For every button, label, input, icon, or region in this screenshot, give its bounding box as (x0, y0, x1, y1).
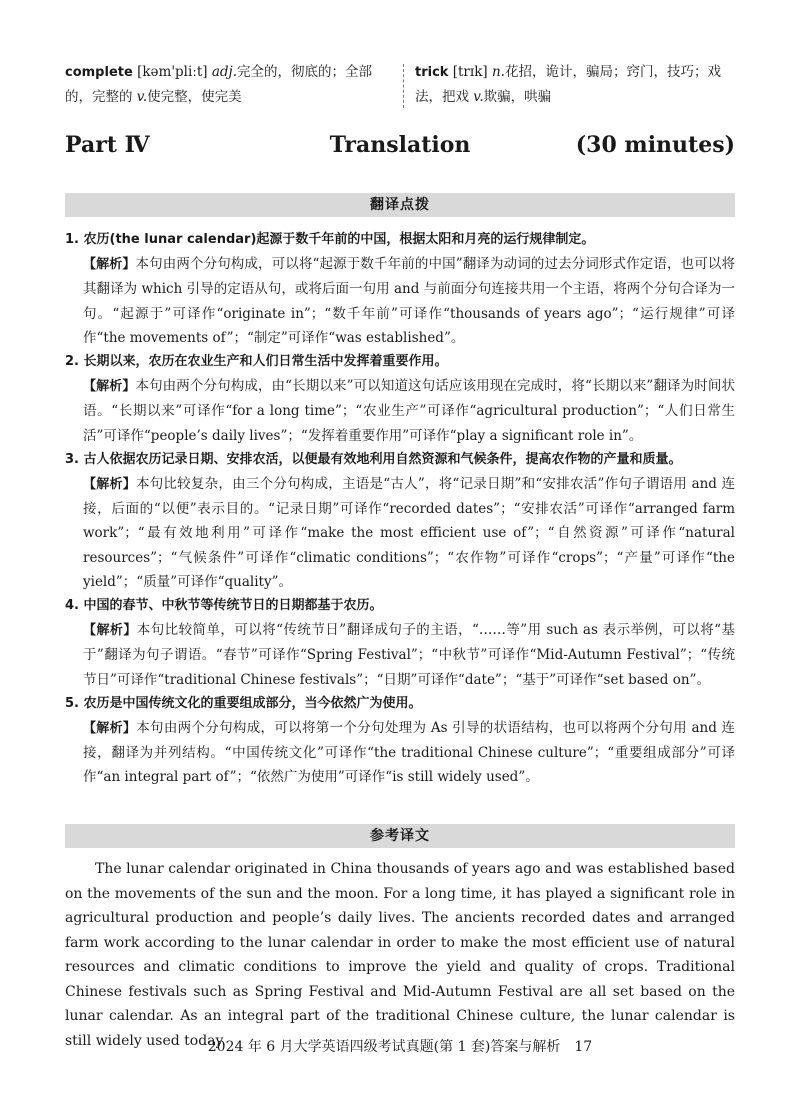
part-time-limit: (30 minutes) (575, 132, 735, 158)
vocab-pos: v. (473, 89, 484, 105)
vocab-pos: v. (136, 89, 148, 105)
tip-question-text: 农历是中国传统文化的重要组成部分，当今依然广为使用。 (83, 695, 422, 711)
vocab-word: trick (415, 65, 449, 80)
vocab-definition: 使完整，使完美 (147, 89, 242, 105)
tip-item (65, 692, 735, 790)
tip-number: 2. (65, 354, 79, 370)
tip-question (65, 228, 735, 252)
tip-item (65, 228, 735, 350)
tip-analysis (65, 716, 735, 790)
tip-question (65, 350, 735, 374)
vocab-pos: n. (491, 64, 505, 80)
part-title: Translation (329, 132, 471, 158)
analysis-text: 本句由两个分句构成，可以将“起源于数千年前的中国”翻译为动词的过去分词形式作定语，也可以将其翻译为 which 引导的定语从句，或将后面一句用 and 与前面分句连接共用一个主语，将两个分句合译为一句。“起源于”可译作“originate in”；“数千年前”可译作“thousands of years ago”；“运行规律”可译作“the movements of”；“制定”可译作“was established”。 (83, 256, 735, 346)
tip-question (65, 692, 735, 716)
tip-question-text: 农历(the lunar calendar)起源于数千年前的中国，根据太阳和月亮的运行规律制定。 (83, 232, 595, 247)
part-header (65, 132, 735, 166)
analysis-label: 【解析】 (83, 721, 137, 737)
analysis-text: 本句比较简单，可以将“传统节日”翻译成句子的主语，“……等”用 such as 表示举例，可以将“基于”翻译为句子谓语。“春节”可译作“Spring Festival”；“中秋节”可译作“Mid-Autumn Festival”；“传统节日”可译作“traditional Chinese festivals”；“日期”可译作“date”；“基于”可译作“set based on”。 (83, 622, 735, 688)
tip-number: 4. (65, 598, 79, 614)
tip-question-text: 中国的春节、中秋节等传统节日的日期都基于农历。 (83, 598, 383, 614)
analysis-text: 本句由两个分句构成，由“长期以来”可以知道这句话应该用现在完成时，将“长期以来”翻译为时间状语。“长期以来”可译作“for a long time”；“农业生产”可译作“agricultural production”；“人们日常生活”可译作“people’s daily lives”；“发挥着重要作用”可译作“play a significant role in”。 (83, 378, 735, 444)
section-title-tips: 翻译点拨 (65, 193, 735, 217)
translation-tips-list (65, 228, 735, 790)
vocabulary-block (65, 60, 735, 110)
tip-analysis (65, 252, 735, 350)
tip-question (65, 448, 735, 472)
tip-number: 5. (65, 695, 79, 711)
vocab-definition: 花招，诡计，骗局；窍门，技巧；戏法，把戏 (415, 64, 721, 105)
document-page (65, 0, 735, 1114)
tip-analysis (65, 618, 735, 692)
analysis-text: 本句由两个分句构成，可以将第一个分句处理为 As 引导的状语结构，也可以将两个分句用 and 连接，翻译为并列结构。“中国传统文化”可译作“the traditional Chinese culture”；“重要组成部分”可译作“an integral part of”；“依然广为使用”可译作“is still widely used”。 (83, 720, 735, 786)
analysis-label: 【解析】 (83, 257, 136, 273)
vocab-phonetic: [kəm'pliːt] (137, 64, 208, 80)
tip-analysis (65, 374, 735, 448)
vocab-divider (403, 64, 404, 108)
part-label: Part Ⅳ (65, 132, 150, 158)
analysis-label: 【解析】 (83, 623, 137, 639)
tip-item (65, 594, 735, 692)
vocab-entry-complete (65, 60, 395, 110)
vocab-entry-trick (415, 60, 735, 110)
analysis-text: 本句比较复杂，由三个分句构成，主语是“古人”，将“记录日期”和“安排农活”作句子谓语用 and 连接，后面的“以便”表示目的。“记录日期”可译作“recorded dates”；“安排农活”可译作“arranged farm work”；“最有效地利用”可译作“make the most efficient use of”；“自然资源”可译作“natural resources”；“气候条件”可译作“climatic conditions”；“农作物”可译作“crops”；“产量”可译作“the yield”；“质量”可译作“quality”。 (83, 476, 735, 590)
analysis-label: 【解析】 (83, 477, 136, 493)
page-number: 17 (574, 1039, 593, 1055)
page-footer (65, 1036, 735, 1056)
tip-item (65, 448, 735, 594)
tip-question-text: 长期以来，农历在农业生产和人们日常生活中发挥着重要作用。 (83, 354, 448, 370)
tip-question-text: 古人依据农历记录日期、安排农活，以便最有效地利用自然资源和气候条件，提高农作物的产量和质量。 (83, 451, 682, 467)
tip-item (65, 350, 735, 448)
section-title-reference: 参考译文 (65, 824, 735, 848)
vocab-word: complete (65, 65, 133, 80)
vocab-definition: 欺骗，哄骗 (483, 89, 552, 105)
tip-analysis (65, 472, 735, 594)
tip-number: 3. (65, 451, 79, 467)
vocab-phonetic: [trɪk] (452, 64, 488, 80)
analysis-label: 【解析】 (83, 379, 136, 395)
tip-number: 1. (65, 232, 79, 247)
vocab-definition: 完全的，彻底的；全部的，完整的 (65, 64, 373, 105)
footer-text: 2024 年 6 月大学英语四级考试真题(第 1 套)答案与解析 (207, 1039, 561, 1055)
tip-question (65, 594, 735, 618)
reference-translation: The lunar calendar originated in China thousands of years ago and was established based on the movements of the sun and the moon. For a long time, it has played a significant role in agricultural production and people’s daily lives. The ancients recorded dates and arranged farm work according to the lunar calendar in order to make the most efficient use of natural resources and climatic conditions to improve the yield and quality of crops. Traditional Chinese festivals such as Spring Festival and Mid-Autumn Festival are all set based on the lunar calendar. As an integral part of the traditional Chinese culture, the lunar calendar is still widely used today. (65, 861, 735, 1049)
vocab-pos: adj. (211, 64, 238, 80)
